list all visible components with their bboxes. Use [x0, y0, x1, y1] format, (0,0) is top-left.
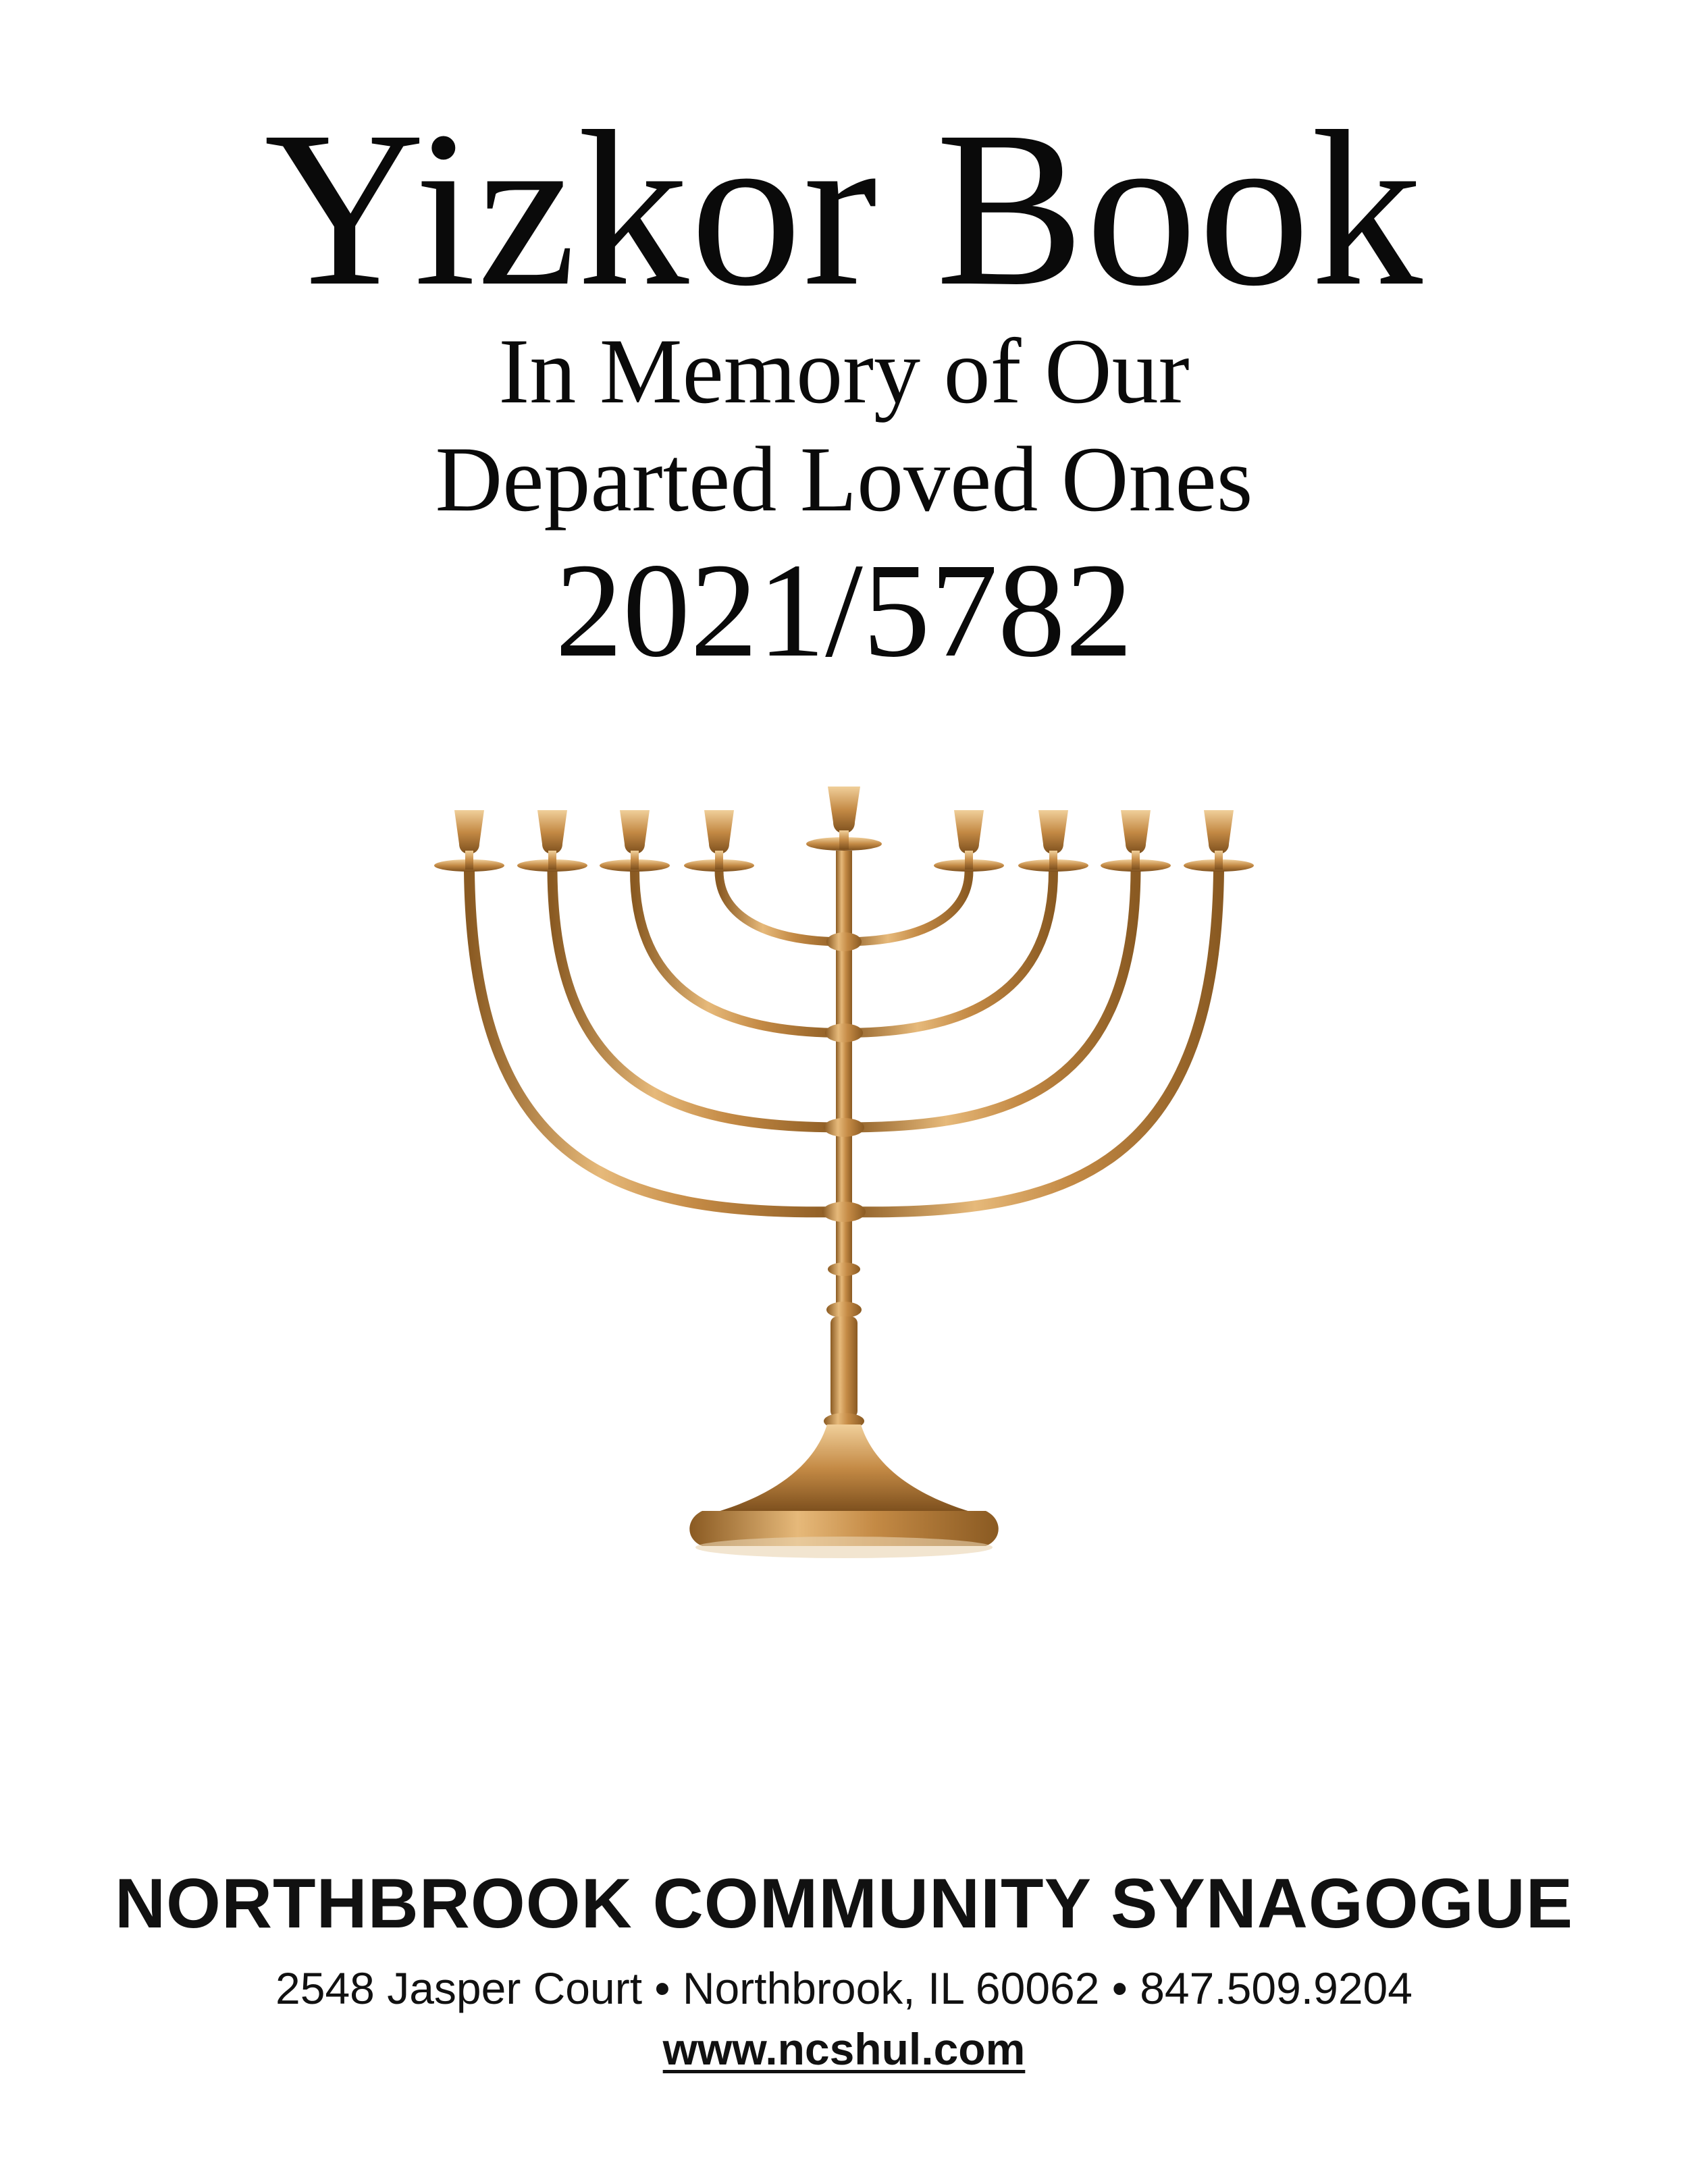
menorah-icon [432, 776, 1256, 1614]
address-line: 2548 Jasper Court • Northbrook, IL 60062 • 847.509.9204 [275, 1963, 1413, 2013]
website-link[interactable] [0, 2022, 1688, 2076]
website-link-text[interactable]: www.ncshul.com [662, 2024, 1026, 2074]
subtitle-line-1: In Memory of Our [498, 319, 1190, 423]
year-label: 2021/5782 [555, 536, 1133, 685]
subtitle-line-2: Departed Loved Ones [435, 427, 1253, 531]
organization-name: NORTHBROOK COMMUNITY SYNAGOGUE [114, 1865, 1574, 1943]
book-title: Yizkor Book [264, 86, 1424, 332]
